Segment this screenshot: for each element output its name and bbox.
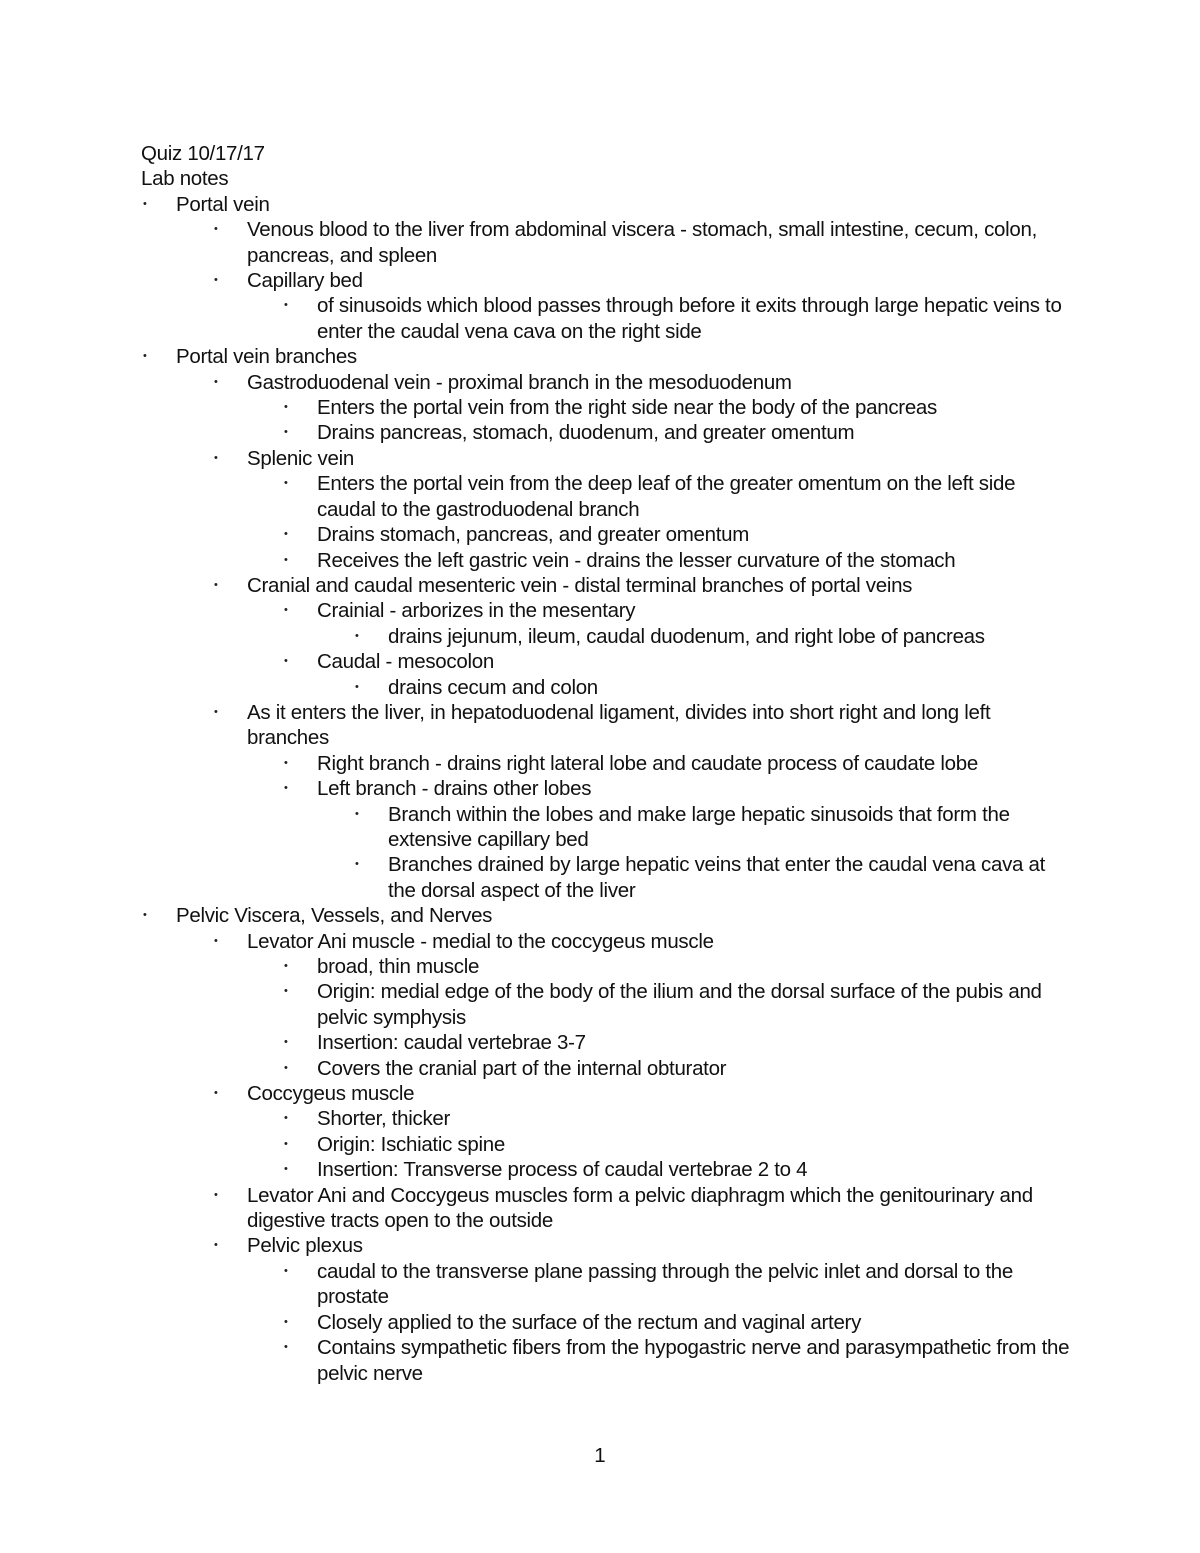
document-subtitle: Lab notes [141,167,229,191]
outline-item-level-2: • Capillary bed [141,268,1071,293]
outline-item-level-2: • Pelvic plexus [141,1233,1071,1258]
outline-item-level-1: • Pelvic Viscera, Vessels, and Nerves [141,903,1071,928]
outline-item-level-3: • Left branch - drains other lobes [141,776,1071,801]
outline-item-level-3: • Enters the portal vein from the right side near the body of the pancreas [141,395,1071,420]
outline-item-level-3: • Origin: Ischiatic spine [141,1132,1071,1157]
outline-item-level-4: • Branch within the lobes and make large hepatic sinusoids that form the extensive capillary bed [141,802,1071,853]
page-number: 1 [594,1444,606,1467]
outline-item-level-3: • Shorter, thicker [141,1106,1071,1131]
outline-item-level-2: • Splenic vein [141,446,1071,471]
outline-item-level-2: • Venous blood to the liver from abdominal viscera - stomach, small intestine, cecum, colon, pancreas, and spleen [141,217,1071,268]
notes-outline [141,192,1071,1386]
outline-item-level-3: • Crainial - arborizes in the mesentary [141,598,1071,623]
outline-item-level-3: • Caudal - mesocolon [141,649,1071,674]
outline-item-level-3: • caudal to the transverse plane passing through the pelvic inlet and dorsal to the prostate [141,1259,1071,1310]
outline-item-level-4: • drains cecum and colon [141,675,1071,700]
document-body [141,141,1071,1386]
outline-item-level-1: • Portal vein branches [141,344,1071,369]
outline-item-level-2: • Cranial and caudal mesenteric vein - distal terminal branches of portal veins [141,573,1071,598]
outline-item-level-1: • Portal vein [141,192,1071,217]
outline-item-level-2: • Gastroduodenal vein - proximal branch in the mesoduodenum [141,370,1071,395]
outline-item-level-3: • Enters the portal vein from the deep leaf of the greater omentum on the left side caudal to the gastroduodenal branch [141,471,1071,522]
outline-item-level-2: • Levator Ani and Coccygeus muscles form a pelvic diaphragm which the genitourinary and digestive tracts open to the outside [141,1183,1071,1234]
outline-item-level-3: • of sinusoids which blood passes through before it exits through large hepatic veins to enter the caudal vena cava on the right side [141,293,1071,344]
outline-item-level-2: • Coccygeus muscle [141,1081,1071,1106]
outline-item-level-3: • Closely applied to the surface of the rectum and vaginal artery [141,1310,1071,1335]
outline-item-level-3: • Insertion: Transverse process of caudal vertebrae 2 to 4 [141,1157,1071,1182]
outline-item-level-3: • Contains sympathetic fibers from the hypogastric nerve and parasympathetic from the pelvic nerve [141,1335,1071,1386]
outline-item-level-3: • Right branch - drains right lateral lobe and caudate process of caudate lobe [141,751,1071,776]
outline-item-level-3: • Insertion: caudal vertebrae 3-7 [141,1030,1071,1055]
outline-item-level-4: • Branches drained by large hepatic veins that enter the caudal vena cava at the dorsal aspect of the liver [141,852,1071,903]
outline-item-level-3: • Origin: medial edge of the body of the ilium and the dorsal surface of the pubis and pelvic symphysis [141,979,1071,1030]
outline-item-level-2: • Levator Ani muscle - medial to the coccygeus muscle [141,929,1071,954]
outline-item-level-3: • broad, thin muscle [141,954,1071,979]
outline-item-level-4: • drains jejunum, ileum, caudal duodenum, and right lobe of pancreas [141,624,1071,649]
outline-item-level-3: • Covers the cranial part of the internal obturator [141,1056,1071,1081]
outline-item-level-2: • As it enters the liver, in hepatoduodenal ligament, divides into short right and long left branches [141,700,1071,751]
outline-item-level-3: • Receives the left gastric vein - drains the lesser curvature of the stomach [141,548,1071,573]
outline-item-level-3: • Drains pancreas, stomach, duodenum, and greater omentum [141,420,1071,445]
document-title: Quiz 10/17/17 [141,142,265,165]
outline-item-level-3: • Drains stomach, pancreas, and greater omentum [141,522,1071,547]
